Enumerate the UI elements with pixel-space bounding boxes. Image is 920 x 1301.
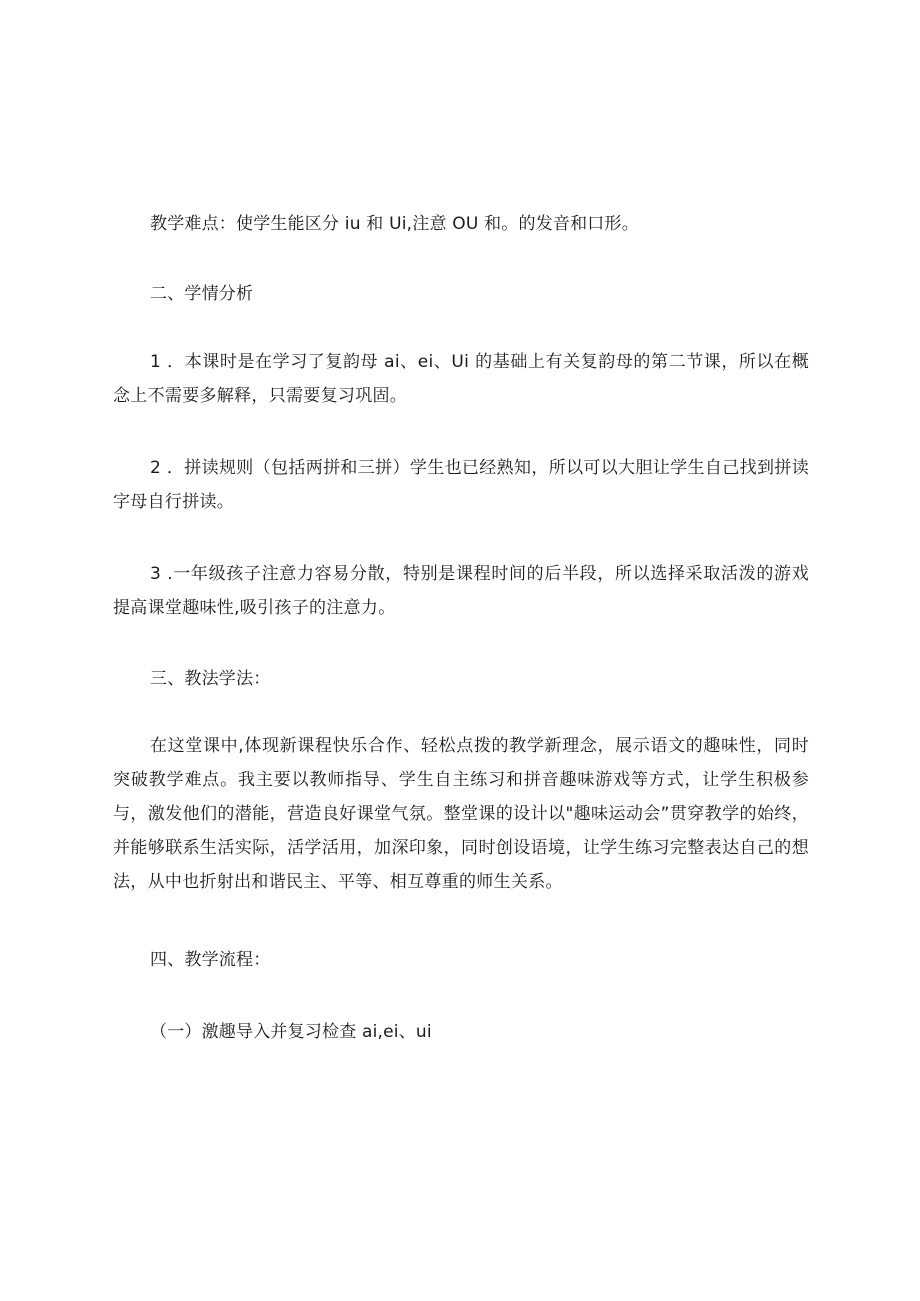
section-heading-learning-analysis: 二、学情分析 (150, 284, 254, 304)
methods-paragraph: 在这堂课中,体现新课程快乐合作、轻松点拨的教学新理念，展示语文的趣味性，同时突破教学难点。我主要以教师指导、学生自主练习和拼音趣味游戏等方式，让学生积极参与，激发他们的潜能，营造良好课堂气氛。整堂课的设计以"趣味运动会”贯穿教学的始终，并能够联系生活实际，活学活用，加深印象，同时创设语境，让学生练习完整表达自己的想法，从中也折射出和谐民主、平等、相互尊重的师生关系。 (113, 736, 809, 892)
analysis-item-2: 2 ．拼读规则（包括两拼和三拼）学生也已经熟知，所以可以大胆让学生自己找到拼读字母自行拼读。 (113, 458, 809, 512)
subsection-heading-intro-review: （一）激趣导入并复习检查 ai,ei、ui (150, 1022, 432, 1042)
analysis-item-1: 1 ．本课时是在学习了复韵母 ai、ei、Ui 的基础上有关复韵母的第二节课，所以在概念上不需要多解释，只需要复习巩固。 (113, 352, 809, 406)
teaching-difficulty-line: 教学难点：使学生能区分 iu 和 Ui,注意 OU 和。的发音和口形。 (150, 214, 639, 234)
section-heading-methods: 三、教法学法： (150, 669, 271, 689)
section-heading-teaching-process: 四、教学流程： (150, 950, 271, 970)
analysis-item-3: 3 .一年级孩子注意力容易分散，特别是课程时间的后半段，所以选择采取活泼的游戏提高课堂趣味性,吸引孩子的注意力。 (113, 564, 809, 618)
